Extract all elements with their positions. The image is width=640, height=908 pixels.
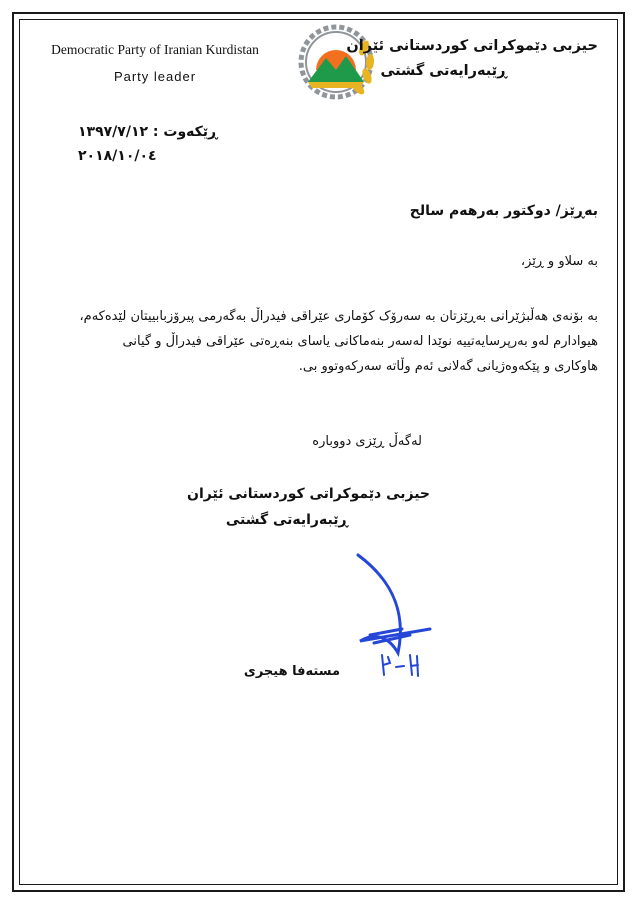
header-english-role: Party leader	[113, 69, 197, 84]
letter-greeting: بە سلاو و ڕێز،	[520, 254, 598, 269]
signatory-name: مستەفا هیجری	[243, 664, 340, 679]
date-gregorian: ۲۰۱۸/۱۰/۰٤	[78, 148, 157, 164]
header-kurdish-party-name: حیزبی دێموکراتی کوردستانی ئێران	[346, 38, 598, 54]
header-kurdish-role: ڕێبەرایەتی گشتی	[380, 63, 507, 79]
signature-organization: حیزبی دێموکراتی کوردستانی ئێران	[187, 486, 430, 502]
header-english-party-name: Democratic Party of Iranian Kurdistan	[51, 42, 259, 57]
date-solar: ڕێکەوت : ۱۳۹۷/۷/۱۲	[78, 124, 218, 140]
letter-body: بە بۆنەی هەڵبژێرانی بەڕێزتان بە سەرۆک کۆماری عێراقی فیدراڵ بەگەرمی پیرۆزبابییتان لێدەکەم، هیوادارم لەو بەرپرسایەتییە نوێدا لەسەر بنەماکانی یاسای بنەڕەتی عێراقی فیدراڵ و گیانی هاوکاری و پێکەوەژیانی گەلانی ئەم وڵاتە سەرکەوتوو بی.	[79, 309, 598, 374]
handwritten-signature	[330, 535, 450, 685]
letter-closing: لەگەڵ ڕێزی دووبارە	[312, 434, 422, 449]
letter-recipient: بەڕێز/ دوکتور بەرهەم سالح	[409, 203, 598, 219]
signature-role: ڕێبەرایەتی گشتی	[225, 512, 348, 528]
party-logo-icon	[290, 18, 382, 102]
